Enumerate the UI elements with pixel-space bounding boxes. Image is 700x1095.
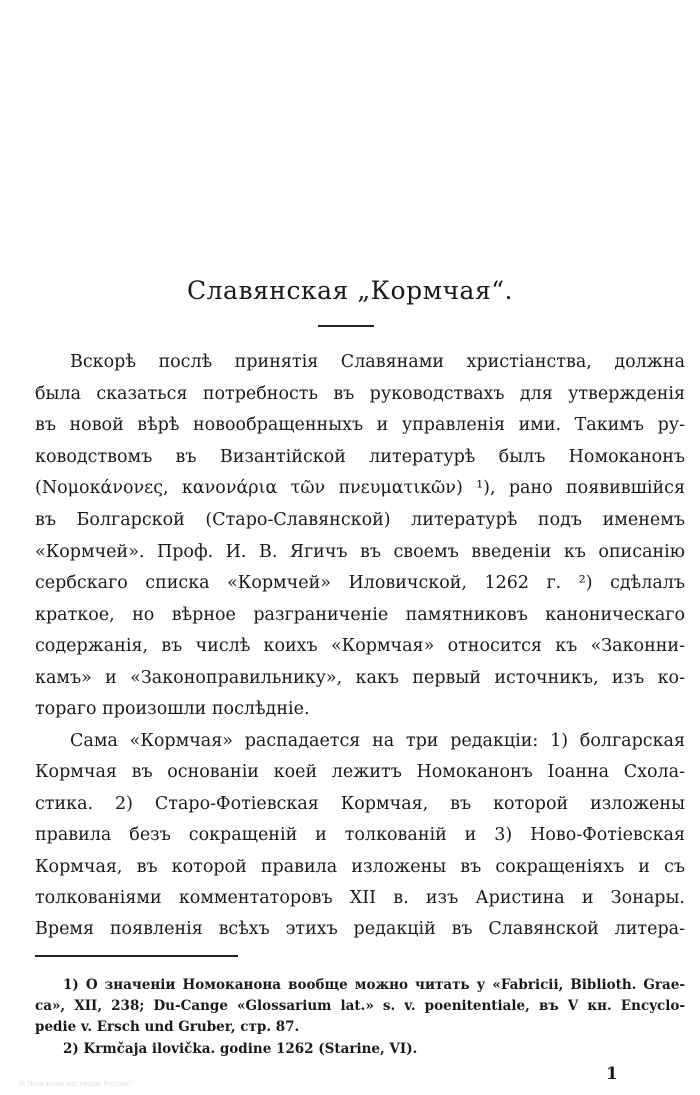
footnote-line: 2) Krmčaja ilovička. godine 1262 (Starine, VI). <box>63 1041 418 1057</box>
text-line: Вскорѣ послѣ принятія Славянами христіанства, должна <box>70 352 685 372</box>
page-title: Славянская „Кормчая“. <box>187 276 513 305</box>
text-line: толкованіями комментаторовъ XII в. изъ Аристина и Зонары. <box>35 888 685 908</box>
footnote-divider <box>35 955 238 957</box>
text-line: Сама «Кормчая» распадается на три редакціи: 1) болгарская <box>70 731 685 751</box>
text-line: камъ» и «Законоправильнику», какъ первый источникъ, изъ ко- <box>35 668 685 688</box>
text-line: содержанія, въ числѣ коихъ «Кормчая» относится къ «Законни- <box>35 636 685 656</box>
text-line: «Кормчей». Проф. И. В. Ягичъ въ своемъ введеніи къ описанію <box>35 542 685 562</box>
footnote-line: pedie v. Ersch und Gruber, стр. 87. <box>35 1019 300 1035</box>
text-line: въ Болгарской (Старо-Славянской) литературѣ подъ именемъ <box>35 510 685 530</box>
text-line: правила безъ сокращеній и толкованій и 3) Ново-Фотіевская <box>35 825 685 845</box>
text-line: Кормчая, въ которой правила изложены въ сокращеніяхъ и съ <box>35 857 685 877</box>
text-line: тораго произошли послѣдніе. <box>35 699 310 719</box>
text-line: ководствомъ въ Византійской литературѣ былъ Номоканонъ <box>35 447 685 467</box>
text-line: стика. 2) Старо-Фотіевская Кормчая, въ которой изложены <box>35 794 685 814</box>
text-line: въ новой вѣрѣ новообращенныхъ и управленія ими. Такимъ ру- <box>35 415 685 435</box>
page-number: 1 <box>606 1064 618 1084</box>
title-divider <box>318 325 374 327</box>
text-line: (Νομοκάνονες, κανονάρια τῶν πνευματικῶν) ¹), рано появившійся <box>35 478 685 498</box>
text-line: сербскаго списка «Кормчей» Иловичской, 1262 г. ²) сдѣлалъ <box>35 573 685 593</box>
watermark: © "Книжное наследие России" <box>18 1080 133 1088</box>
text-line: краткое, но вѣрное разграниченіе памятниковъ каноническаго <box>35 605 685 625</box>
text-line: была сказаться потребность въ руководствахъ для утвержденія <box>35 384 685 404</box>
text-line: Кормчая въ основаніи коей лежитъ Номоканонъ Іоанна Схола- <box>35 762 685 782</box>
footnote-line: ca», XII, 238; Du-Cange «Glossarium lat.» s. v. poenitentiale, въ V кн. Encyclo- <box>35 998 685 1014</box>
text-line: Время появленія всѣхъ этихъ редакцій въ Славянской литера- <box>35 919 685 939</box>
footnote-line: 1) О значеніи Номоканона вообще можно читать у «Fabricii, Biblioth. Grae- <box>63 977 685 993</box>
